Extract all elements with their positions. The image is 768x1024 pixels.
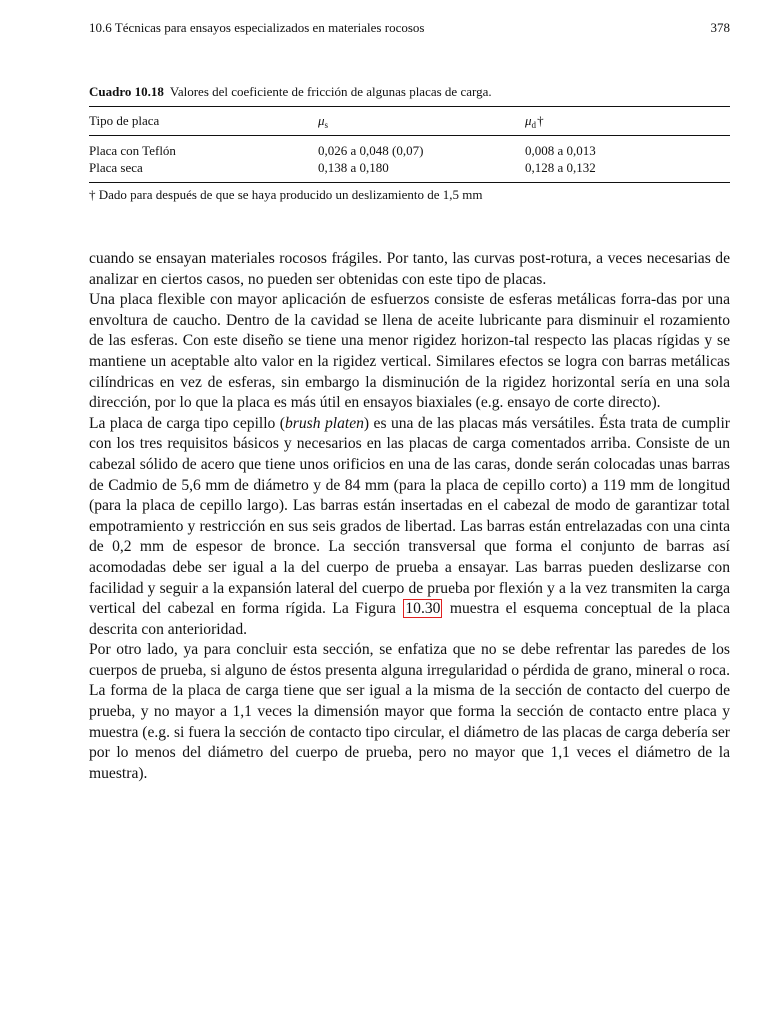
page-number: 378 bbox=[710, 20, 730, 35]
paragraph-3-part-c: muestra el esquema conceptual de la placa descrita con anterioridad. bbox=[89, 600, 731, 638]
header-type: Tipo de placa bbox=[89, 113, 160, 128]
table-rule-bottom bbox=[89, 182, 730, 183]
paragraph-3-part-a: La placa de carga tipo cepillo ( bbox=[89, 414, 285, 432]
table-header-row bbox=[89, 107, 730, 135]
row-type: Placa seca bbox=[89, 160, 143, 175]
row-mu-s: 0,026 a 0,048 (0,07) bbox=[318, 143, 424, 158]
mu-d-symbol: μ bbox=[525, 113, 532, 128]
figure-reference-link[interactable]: 10.30 bbox=[405, 600, 441, 618]
dagger-mark: † bbox=[537, 113, 544, 128]
paragraph-4: Por otro lado, ya para concluir esta sección, se enfatiza que no se debe refrentar las paredes de los cuerpos de prueba, si alguno de éstos presenta alguna irregularidad o pérdida de grano, mineral o roca. La forma de la placa de carga tiene que ser igual a la misma de la sección de contacto del cuerpo de prueba, y no mayor a 1,1 veces la dimensión mayor que forma la sección de contacto entre placa y muestra (e.g. si fuera la sección de contacto tipo circular, el diámetro de las placas de carga debería ser por lo menos del diámetro del cuerpo de prueba, pero no mayor que 1,1 veces el diámetro de la muestra). bbox=[89, 641, 730, 782]
table-body bbox=[89, 136, 730, 182]
row-mu-d: 0,008 a 0,013 bbox=[525, 143, 596, 158]
paragraph-2: Una placa flexible con mayor aplicación de esfuerzos consiste de esferas metálicas forra-das por una envoltura de caucho. Dentro de la cavidad se llena de aceite lubricante para disminuir el rozamiento de las esferas. Con este diseño se tiene una menor rigidez horizon-tal respecto las placas rígidas y se mantiene un aceptable alto valor en la rigidez vertical. Similares efectos se logra con barras metálicas cilíndricas en vez de esferas, sin embargo la disminución de la rigidez horizontal sería en una sola dirección, por lo que la placa es más útil en ensayos biaxiales (e.g. ensayo de corte directo). bbox=[89, 291, 730, 412]
row-mu-s: 0,138 a 0,180 bbox=[318, 160, 389, 175]
header-mu-s bbox=[318, 112, 328, 134]
table-label: Cuadro 10.18 bbox=[89, 84, 164, 99]
row-mu-d: 0,128 a 0,132 bbox=[525, 160, 596, 175]
table-footnote: † Dado para después de que se haya producido un deslizamiento de 1,5 mm bbox=[89, 187, 483, 202]
table-caption bbox=[89, 84, 730, 100]
section-title: 10.6 Técnicas para ensayos especializados en materiales rocosos bbox=[89, 20, 425, 35]
brush-platen-term: brush platen bbox=[284, 414, 364, 432]
caption-text: Valores del coeficiente de fricción de algunas placas de carga. bbox=[169, 84, 492, 99]
paragraph-3 bbox=[89, 414, 730, 641]
mu-s-subscript: s bbox=[324, 120, 329, 130]
body-text bbox=[89, 249, 730, 784]
mu-d-subscript: d bbox=[531, 120, 537, 130]
mu-s-symbol: μ bbox=[318, 113, 325, 128]
table-row bbox=[89, 159, 730, 176]
header-mu-d bbox=[525, 112, 544, 134]
paragraph-1: cuando se ensayan materiales rocosos frágiles. Por tanto, las curvas post-rotura, a veces necesarias de analizar en ciertos casos, no pueden ser obtenidas con este tipo de placas. bbox=[89, 250, 730, 288]
table-row bbox=[89, 142, 730, 159]
paragraph-3-part-b: ) es una de las placas más versátiles. Ésta trata de cumplir con los tres requisitos básicos y necesarios en las placas de carga comentados arriba. Consiste de un cabezal sólido de acero que tiene unos orificios en una de las caras, donde serán colocadas unas barras de Cadmio de 5,6 mm de diámetro y de 84 mm (para la placa de cepillo corto) a 119 mm de longitud (para la placa de cepillo largo). Las barras están insertadas en el cabezal de modo de garantizar total empotramiento y restricción en sus seis grados de libertad. Las barras están entrelazadas con una cinta de 0,2 mm de espesor de bronce. La sección transversal que forma el conjunto de barras así acomodadas debe ser igual a la del cuerpo de prueba a ensayar. Las barras pueden deslizarse con facilidad y seguir a la expansión lateral del cuerpo de prueba por flexión y a la vez transmiten la carga vertical del cabezal en forma rígida. La Figura bbox=[89, 414, 730, 618]
row-type: Placa con Teflón bbox=[89, 143, 176, 158]
friction-table bbox=[89, 106, 730, 183]
